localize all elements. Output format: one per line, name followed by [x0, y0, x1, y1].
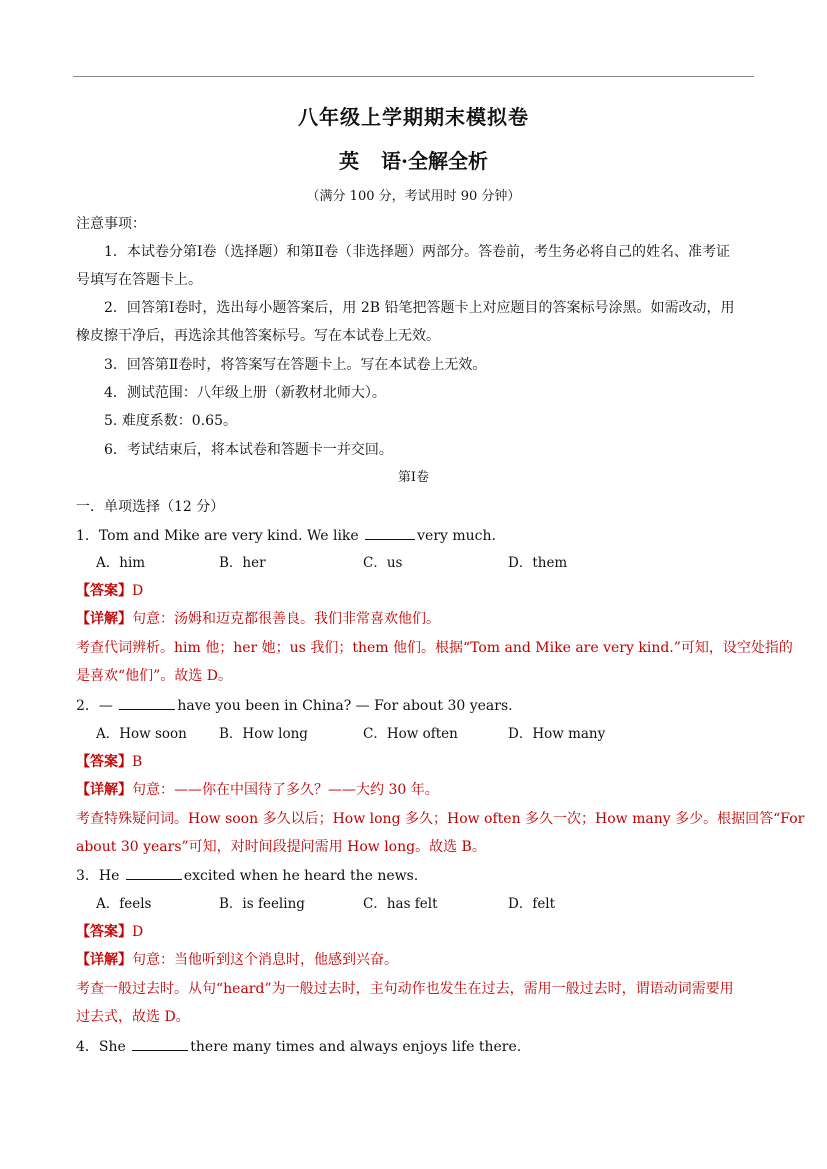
explain-line: 【详解】句意：汤姆和迈克都很善良。我们非常喜欢他们。: [76, 611, 440, 627]
question-stem: 1．Tom and Mike are very kind. We like very much.: [76, 525, 496, 546]
answer-line: 【答案】D: [76, 924, 144, 940]
header-rule: [73, 76, 754, 77]
note-1-cont: 号填写在答题卡上。: [76, 272, 202, 288]
answer-line: 【答案】B: [76, 754, 143, 770]
question-stem: 4．She there many times and always enjoys life there.: [76, 1036, 521, 1057]
exam-meta: （满分 100 分，考试用时 90 分钟）: [306, 189, 521, 204]
answer-blank: [119, 695, 175, 710]
page-subtitle: [0, 145, 827, 174]
option-a: A．him: [96, 555, 146, 571]
note-2-cont: 橡皮擦干净后，再选涂其他答案标号。写在本试卷上无效。: [76, 328, 440, 344]
analysis-line: 考查特殊疑问词。How soon 多久以后；How long 多久；How often 多久一次；How many 多少。根据回答“For: [76, 811, 805, 827]
analysis-line-cont: 是喜欢“他们”。故选 D。: [76, 668, 232, 684]
notes-heading: 注意事项：: [76, 216, 146, 232]
question-stem: 2．— have you been in China? — For about 30 years.: [76, 695, 513, 716]
option-c: C．us: [363, 555, 403, 571]
section-heading: 一．单项选择（12 分）: [76, 499, 225, 515]
question-stem: 3．He excited when he heard the news.: [76, 865, 418, 886]
analysis-line-cont: about 30 years”可知，对时间段提问需用 How long。故选 B。: [76, 839, 486, 855]
explain-line: 【详解】句意：当他听到这个消息时，他感到兴奋。: [76, 952, 398, 968]
option-b: B．her: [219, 555, 266, 571]
option-c: C．has felt: [363, 896, 438, 912]
option-b: B．How long: [219, 726, 308, 742]
option-a: A．feels: [96, 896, 152, 912]
answer-blank: [126, 865, 182, 880]
answer-line: 【答案】D: [76, 583, 144, 599]
subtitle-rest: 语·全解全析: [381, 149, 488, 173]
note-4: 4．测试范围：八年级上册（新教材北师大）。: [104, 385, 386, 401]
note-3: 3．回答第Ⅱ卷时，将答案写在答题卡上。写在本试卷上无效。: [104, 357, 487, 373]
analysis-line-cont: 过去式，故选 D。: [76, 1009, 190, 1025]
note-1: 1．本试卷分第Ⅰ卷（选择题）和第Ⅱ卷（非选择题）两部分。答卷前，考生务必将自己的姓名、准考证: [104, 244, 730, 260]
option-d: D．felt: [508, 896, 556, 912]
note-6: 6．考试结束后，将本试卷和答题卡一并交回。: [104, 442, 393, 458]
option-a: A．How soon: [96, 726, 187, 742]
option-b: B．is feeling: [219, 896, 305, 912]
analysis-line: 考查代词辨析。him 他；her 她；us 我们；them 他们。根据“Tom and Mike are very kind.”可知，设空处指的: [76, 640, 793, 656]
part-label: 第Ⅰ卷: [397, 470, 430, 485]
answer-blank: [132, 1036, 188, 1051]
option-c: C．How often: [363, 726, 458, 742]
explain-line: 【详解】句意：——你在中国待了多久？——大约 30 年。: [76, 782, 439, 798]
subtitle-subject: 英: [339, 149, 360, 173]
note-2: 2．回答第Ⅰ卷时，选出每小题答案后，用 2B 铅笔把答题卡上对应题目的答案标号涂黑。如需改动，用: [104, 300, 735, 316]
note-5: 5. 难度系数：0.65。: [104, 413, 237, 429]
answer-blank: [365, 525, 415, 540]
option-d: D．How many: [508, 726, 606, 742]
analysis-line: 考查一般过去时。从句“heard”为一般过去时，主句动作也发生在过去，需用一般过去时，谓语动词需要用: [76, 981, 734, 997]
page-title: 八年级上学期期末模拟卷: [298, 105, 529, 129]
option-d: D．them: [508, 555, 568, 571]
